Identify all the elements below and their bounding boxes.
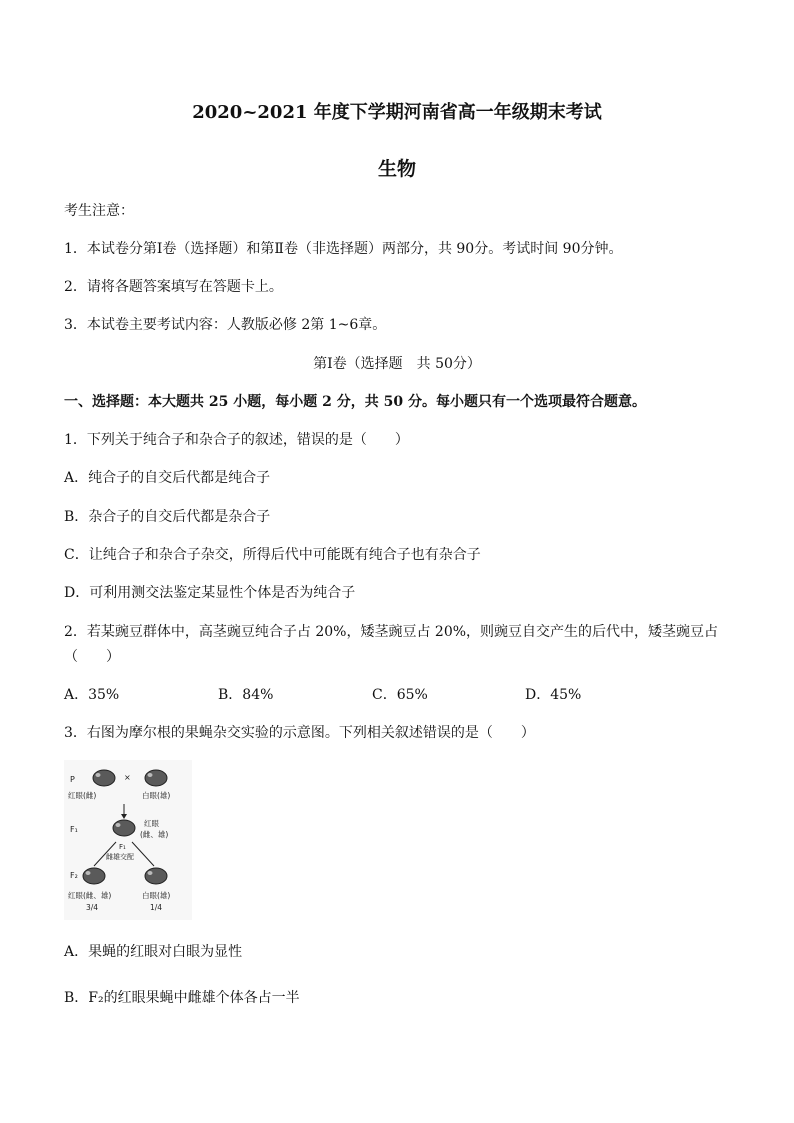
q1-option-b: B．杂合子的自交后代都是杂合子 — [64, 509, 271, 525]
fly-f2-red-icon — [83, 868, 105, 884]
fly-eye-icon — [116, 823, 121, 827]
fig-cross-sign: × — [124, 773, 131, 782]
fig-f2-left-label: 红眼(雌、雄) — [68, 891, 112, 900]
notice-item-1: 1．本试卷分第Ⅰ卷（选择题）和第Ⅱ卷（非选择题）两部分，共 90分。考试时间 90分钟。 — [64, 241, 623, 257]
fly-white-male-icon — [145, 770, 167, 786]
fly-eye-icon — [148, 773, 153, 777]
q2-option-a: A．35% — [64, 687, 120, 703]
fig-p-label: P — [70, 775, 75, 784]
q2-stem-cont: （ ） — [64, 649, 120, 665]
q2-option-c: C．65% — [372, 687, 428, 703]
notice-item-3: 3．本试卷主要考试内容：人教版必修 2第 1~6章。 — [64, 317, 387, 333]
q1-stem: 1．下列关于纯合子和杂合子的叙述，错误的是（ ） — [64, 432, 409, 448]
subject-title: 生物 — [377, 158, 416, 180]
fig-f1-label-2: (雌、雄) — [140, 830, 169, 839]
q2-option-d: D．45% — [525, 687, 582, 703]
q3-stem: 3．右图为摩尔根的果蝇杂交实验的示意图。下列相关叙述错误的是（ ） — [64, 725, 535, 741]
fig-f1-label-1: 红眼 — [144, 819, 159, 828]
q1-option-d: D．可利用测交法鉴定某显性个体是否为纯合子 — [64, 585, 356, 601]
fig-p-left-label: 红眼(雌) — [68, 791, 97, 800]
notice-heading: 考生注意： — [64, 203, 134, 219]
q1-option-c: C．让纯合子和杂合子杂交，所得后代中可能既有纯合子也有杂合子 — [64, 547, 481, 563]
section-heading: 一、选择题：本大题共 25 小题，每小题 2 分，共 50 分。每小题只有一个选项最符合题意。 — [64, 394, 646, 410]
notice-item-2: 2．请将各题答案填写在答题卡上。 — [64, 279, 283, 295]
fly-eye-icon — [86, 871, 91, 875]
morgan-cross-figure — [64, 760, 192, 920]
fig-f2-label: F₂ — [70, 871, 78, 880]
q2-stem: 2．若某豌豆群体中，高茎豌豆纯合子占 20%，矮茎豌豆占 20%，则豌豆自交产生的后代中，矮茎豌豆占 — [64, 624, 719, 640]
fly-eye-icon — [148, 871, 153, 875]
fig-f1-mate-2: 雌雄交配 — [106, 853, 134, 861]
fig-f1-mate-1: F₁ — [119, 843, 126, 851]
q1-option-a: A．纯合子的自交后代都是纯合子 — [64, 470, 271, 486]
fig-f2-right-ratio: 1/4 — [150, 903, 163, 912]
fly-eye-icon — [96, 773, 101, 777]
fly-f2-white-icon — [145, 868, 167, 884]
exam-title: 2020~2021 年度下学期河南省高一年级期末考试 — [192, 102, 602, 123]
fly-red-female-icon — [93, 770, 115, 786]
q3-option-b: B．F₂的红眼果蝇中雌雄个体各占一半 — [64, 990, 300, 1006]
fig-p-right-label: 白眼(雄) — [142, 791, 171, 800]
fly-f1-icon — [113, 820, 135, 836]
fig-f2-right-label: 白眼(雄) — [142, 891, 171, 900]
part1-heading: 第Ⅰ卷（选择题 共 50分） — [313, 356, 481, 372]
fig-f1-label: F₁ — [70, 825, 78, 834]
fig-f2-left-ratio: 3/4 — [86, 903, 99, 912]
q2-option-b: B．84% — [218, 687, 274, 703]
q3-option-a: A．果蝇的红眼对白眼为显性 — [64, 944, 243, 960]
